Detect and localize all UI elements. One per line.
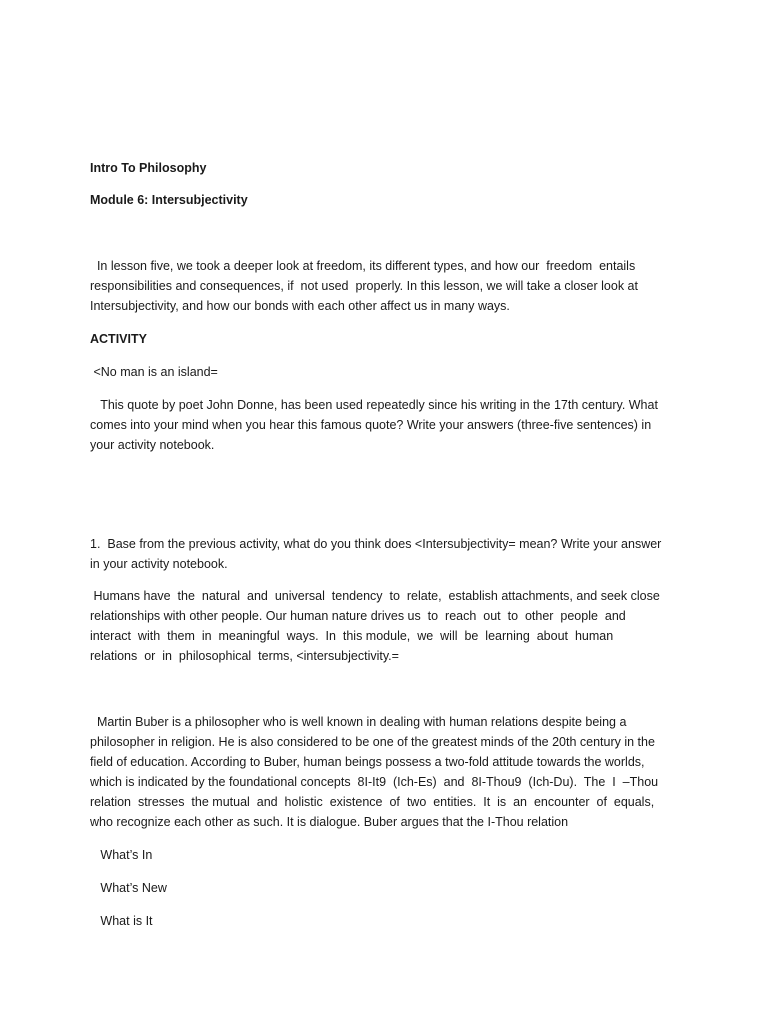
section-whats-new: What’s New <box>90 881 167 895</box>
intro-line: In lesson five, we took a deeper look at freedom, its different types, and how our freedom entails <box>90 259 636 273</box>
humans-paragraph <box>90 586 680 666</box>
buber-line: which is indicated by the foundational concepts 8I-It9 (Ich-Es) and 8I-Thou9 (Ich-Du). The I –Thou <box>90 775 659 789</box>
buber-line: field of education. According to Buber, human beings possess a two-fold attitude towards the worlds, <box>90 755 645 769</box>
humans-line: relationships with other people. Our human nature drives us to reach out to other people and <box>90 609 626 623</box>
intro-line: Intersubjectivity, and how our bonds with each other affect us in many ways. <box>90 299 510 313</box>
buber-line: relation stresses the mutual and holistic existence of two entities. It is an encounter of equals, <box>90 795 655 809</box>
question-paragraph <box>90 534 680 574</box>
humans-line: interact with them in meaningful ways. In this module, we will be learning about human <box>90 629 614 643</box>
question-line: in your activity notebook. <box>90 557 228 571</box>
humans-line: relations or in philosophical terms, <intersubjectivity.= <box>90 649 399 663</box>
quote-paragraph-line: comes into your mind when you hear this famous quote? Write your answers (three-five sentences) in <box>90 418 652 432</box>
intro-line: responsibilities and consequences, if not used properly. In this lesson, we will take a closer look at <box>90 279 638 293</box>
question-line: 1. Base from the previous activity, what do you think does <Intersubjectivity= mean? Write your answer <box>90 537 662 551</box>
course-title: Intro To Philosophy <box>90 161 207 175</box>
quote-paragraph-line: This quote by poet John Donne, has been used repeatedly since his writing in the 17th century. What <box>90 398 658 412</box>
quote-paragraph-line: your activity notebook. <box>90 438 215 452</box>
quote-text: <No man is an island= <box>90 365 218 379</box>
buber-line: Martin Buber is a philosopher who is well known in dealing with human relations despite being a <box>90 715 627 729</box>
section-whats-in: What’s In <box>90 848 153 862</box>
module-title: Module 6: Intersubjectivity <box>90 193 248 207</box>
buber-paragraph <box>90 712 680 832</box>
activity-heading: ACTIVITY <box>90 332 147 346</box>
buber-line: philosopher in religion. He is also considered to be one of the greatest minds of the 20th century in the <box>90 735 655 749</box>
section-what-is-it: What is It <box>90 914 153 928</box>
buber-line: who recognize each other as such. It is dialogue. Buber argues that the I-Thou relation <box>90 815 569 829</box>
quote-paragraph <box>90 395 680 455</box>
intro-paragraph <box>90 256 680 316</box>
humans-line: Humans have the natural and universal tendency to relate, establish attachments, and seek close <box>90 589 660 603</box>
